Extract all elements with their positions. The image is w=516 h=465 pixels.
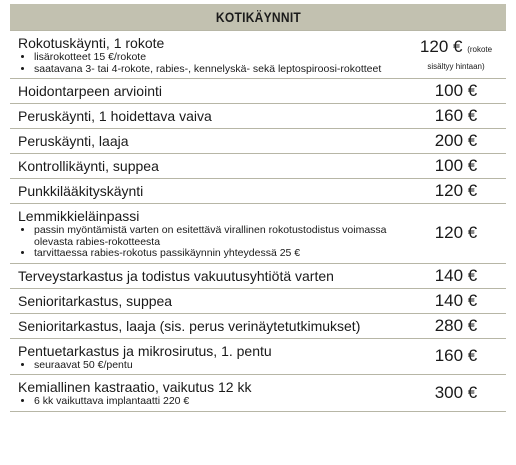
table-row <box>10 289 506 314</box>
table-row <box>10 314 506 339</box>
service-price: 200 € <box>434 131 478 150</box>
service-price: 100 € <box>434 81 478 100</box>
detail-item: • 6 kk vaikuttava implantaatti 220 € <box>34 396 400 408</box>
section-header <box>10 4 506 30</box>
service-title: Kemiallinen kastraatio, vaikutus 12 kk <box>18 379 252 395</box>
detail-item: • passin myöntämistä varten on esitettävä virallinen rokotustodistus voimassa olevasta rabies-rokotteesta <box>34 225 400 248</box>
price-note: sisältyy hintaan) <box>427 61 485 71</box>
service-price: 160 € <box>434 346 478 366</box>
detail-item: • saatavana 3- tai 4-rokote, rabies-, kennelyskä- sekä leptospiroosi-rokotteet <box>34 64 400 76</box>
table-row <box>10 154 506 179</box>
service-price: 100 € <box>434 156 478 175</box>
service-title: Senioritarkastus, suppea <box>18 292 173 309</box>
price-table <box>10 30 506 412</box>
table-row <box>10 264 506 289</box>
service-title: Peruskäynti, laaja <box>18 133 129 149</box>
detail-item: • seuraavat 50 €/pentu <box>34 360 400 372</box>
service-title: Terveystarkastus ja todistus vakuutusyhtiötä varten <box>18 267 334 284</box>
service-title: Rokotuskäynti, 1 rokote <box>18 35 165 51</box>
price-note: (rokote <box>467 44 493 54</box>
table-row <box>10 375 506 412</box>
service-details <box>18 225 400 260</box>
service-title: Peruskäynti, 1 hoidettava vaiva <box>18 108 212 124</box>
service-title: Lemmikkieläinpassi <box>18 208 140 224</box>
service-price: 140 € <box>434 265 478 285</box>
service-title: Punkkilääkityskäynti <box>18 183 144 199</box>
table-row <box>10 79 506 104</box>
service-title: Pentuetarkastus ja mikrosirutus, 1. pentu <box>18 342 272 359</box>
price-list <box>0 4 516 412</box>
service-price: 280 € <box>434 315 478 335</box>
table-row <box>10 204 506 264</box>
service-price: 160 € <box>434 106 478 125</box>
service-details <box>18 396 400 408</box>
service-price: 120 € <box>434 223 478 243</box>
service-title: Senioritarkastus, laaja (sis. perus verinäytetutkimukset) <box>18 317 361 334</box>
section-title: KOTIKÄYNNIT <box>215 9 301 25</box>
service-details <box>18 52 400 75</box>
service-title: Hoidontarpeen arviointi <box>18 83 162 99</box>
table-row <box>10 31 506 79</box>
service-price: 300 € <box>434 382 478 402</box>
table-row <box>10 104 506 129</box>
detail-item: • lisärokotteet 15 €/rokote <box>34 52 400 64</box>
service-price: 120 € <box>419 36 463 56</box>
service-price: 120 € <box>434 181 478 200</box>
detail-item: • tarvittaessa rabies-rokotus passikäynnin yhteydessä 25 € <box>34 248 400 260</box>
service-price: 140 € <box>434 290 478 310</box>
service-details <box>18 360 400 372</box>
table-row <box>10 179 506 204</box>
table-row <box>10 129 506 154</box>
service-title: Kontrollikäynti, suppea <box>18 158 159 174</box>
table-row <box>10 339 506 376</box>
